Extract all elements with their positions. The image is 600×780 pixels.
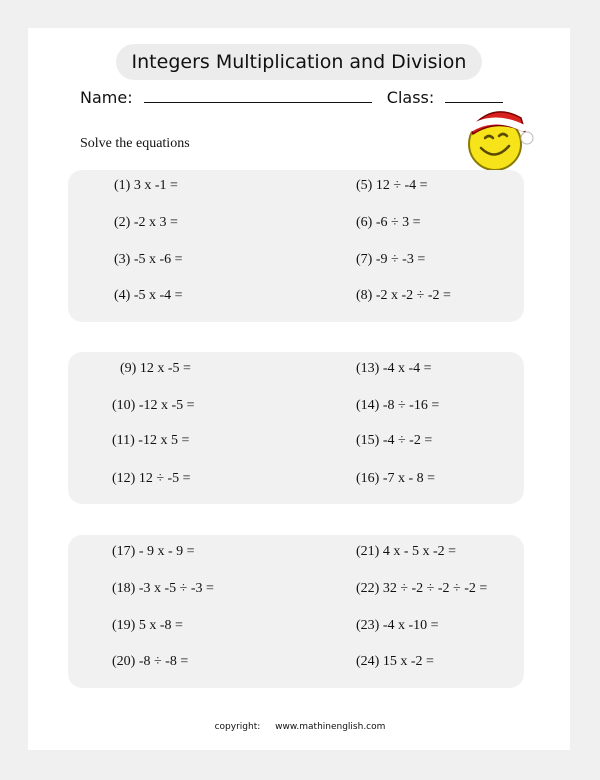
problem-8: (8) -2 x -2 ÷ -2 = <box>356 288 451 303</box>
copyright-label: copyright: <box>214 722 261 732</box>
problem-5: (5) 12 ÷ -4 = <box>356 178 428 193</box>
name-blank-line <box>144 90 372 103</box>
problem-6: (6) -6 ÷ 3 = <box>356 215 421 230</box>
problem-4: (4) -5 x -4 = <box>114 288 183 303</box>
problem-14: (14) -8 ÷ -16 = <box>356 398 440 413</box>
website-link[interactable]: www.mathinenglish.com <box>275 722 386 732</box>
instructions-text: Solve the equations <box>80 136 190 151</box>
problem-3: (3) -5 x -6 = <box>114 252 183 267</box>
problem-2: (2) -2 x 3 = <box>114 215 178 230</box>
problem-10: (10) -12 x -5 = <box>112 398 195 413</box>
footer <box>0 722 600 732</box>
problem-24: (24) 15 x -2 = <box>356 654 434 669</box>
problem-13: (13) -4 x -4 = <box>356 361 432 376</box>
problem-1: (1) 3 x -1 = <box>114 178 178 193</box>
problem-16: (16) -7 x - 8 = <box>356 471 436 486</box>
problem-9: (9) 12 x -5 = <box>120 361 191 376</box>
problem-7: (7) -9 ÷ -3 = <box>356 252 426 267</box>
name-label: Name: <box>80 88 133 107</box>
problem-12: (12) 12 ÷ -5 = <box>112 471 191 486</box>
problem-23: (23) -4 x -10 = <box>356 618 439 633</box>
problem-21: (21) 4 x - 5 x -2 = <box>356 544 457 559</box>
name-class-row <box>80 88 503 107</box>
problem-17: (17) - 9 x - 9 = <box>112 544 195 559</box>
problem-22: (22) 32 ÷ -2 ÷ -2 ÷ -2 = <box>356 581 488 596</box>
problem-15: (15) -4 ÷ -2 = <box>356 433 433 448</box>
problem-18: (18) -3 x -5 ÷ -3 = <box>112 581 214 596</box>
problem-11: (11) -12 x 5 = <box>112 433 190 448</box>
santa-smiley-icon <box>463 108 535 174</box>
problem-20: (20) -8 ÷ -8 = <box>112 654 189 669</box>
worksheet-title: Integers Multiplication and Division <box>116 44 482 80</box>
class-label: Class: <box>386 88 435 107</box>
class-blank-line <box>445 90 503 103</box>
problem-19: (19) 5 x -8 = <box>112 618 183 633</box>
